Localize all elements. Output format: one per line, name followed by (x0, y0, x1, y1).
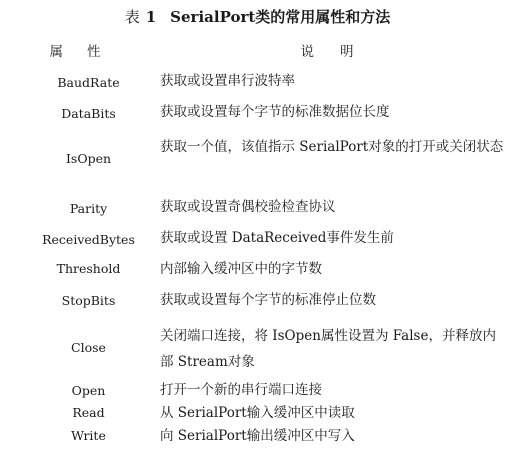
row-property: Close (71, 340, 106, 355)
table-row (0, 226, 515, 257)
table-row (0, 257, 515, 288)
row-description: 向 SerialPort输出缓冲区中写入 (160, 428, 355, 444)
table-row (0, 320, 515, 378)
row-property: Parity (69, 201, 108, 216)
properties-table (0, 69, 515, 447)
row-description: 从 SerialPort输入缓冲区中读取 (160, 405, 355, 421)
row-description: 获取或设置每个字节的标准数据位长度 (160, 104, 390, 120)
table-row (0, 288, 515, 320)
row-description: 获取或设置 DataReceived事件发生前 (160, 230, 394, 246)
row-property: IsOpen (65, 151, 112, 166)
row-property: Write (71, 428, 106, 443)
table-row (0, 401, 515, 424)
row-property: BaudRate (57, 75, 120, 90)
table-row (0, 424, 515, 447)
column-header-description: 说明 (300, 44, 380, 60)
row-property: DataBits (61, 106, 116, 121)
row-description: 获取或设置每个字节的标准停止位数 (160, 292, 376, 308)
row-property: Read (72, 405, 105, 420)
row-description: 打开一个新的串行端口连接 (160, 382, 322, 398)
table-caption-label: 表 (124, 8, 140, 26)
row-description: 关闭端口连接，将 IsOpen属性设置为 False，并释放内部 Stream对象 (160, 328, 496, 370)
table-caption-number: 1 (145, 8, 157, 26)
table-caption-title: SerialPort类的常用属性和方法 (170, 8, 391, 26)
row-description: 获取或设置串行波特率 (160, 73, 295, 89)
row-description: 内部输入缓冲区中的字节数 (160, 261, 322, 277)
table-row (0, 100, 515, 132)
table-row (0, 378, 515, 401)
table-caption (0, 7, 515, 27)
table-row (0, 195, 515, 226)
row-description: 获取一个值，该值指示 SerialPort对象的打开或关闭状态 (160, 139, 504, 155)
row-property: Threshold (56, 261, 121, 276)
row-description: 获取或设置奇偶校验检查协议 (160, 199, 336, 215)
table-row (0, 69, 515, 100)
row-property: StopBits (61, 293, 116, 308)
row-property: ReceivedBytes (42, 232, 135, 247)
row-property: Open (71, 383, 106, 398)
table-row (0, 132, 515, 195)
column-header-property: 属性 (49, 44, 125, 60)
